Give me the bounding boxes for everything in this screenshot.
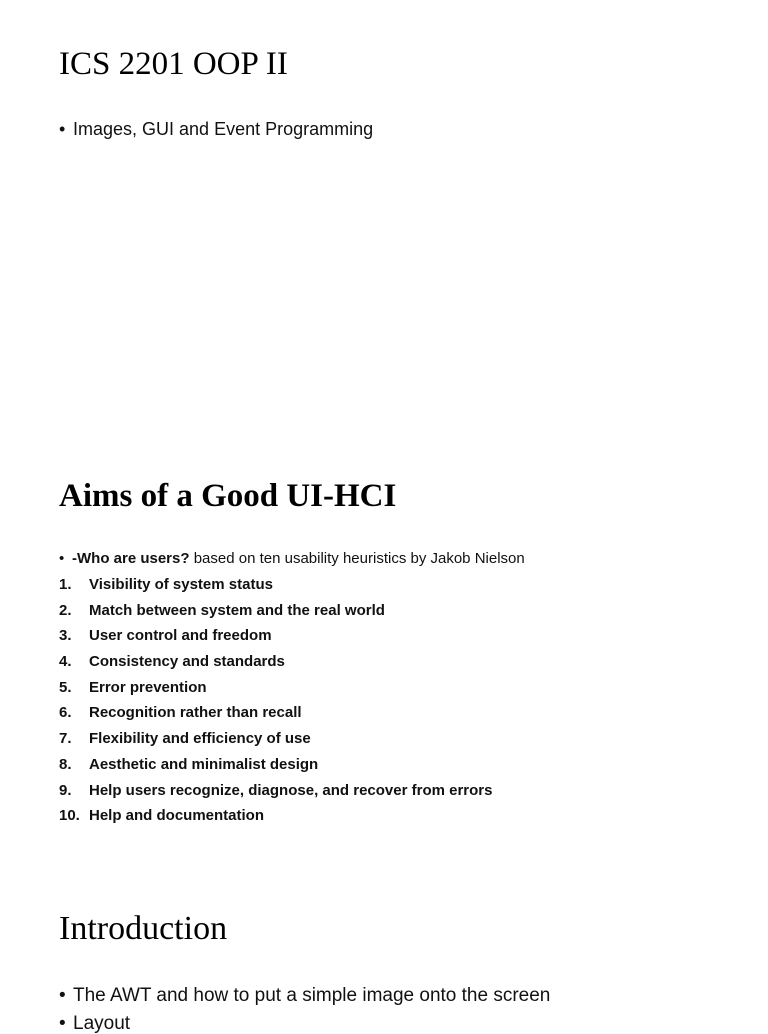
- list-number: 7.: [59, 730, 72, 748]
- bullet-text: based on ten usability heuristics by Jakob Nielson: [189, 550, 525, 567]
- list-number: 9.: [59, 781, 72, 799]
- list-text: Consistency and standards: [89, 653, 285, 671]
- list-text: Visibility of system status: [89, 576, 273, 593]
- list-text: Recognition rather than recall: [89, 704, 302, 722]
- heuristics-list: [59, 577, 492, 834]
- bullet-icon: •: [59, 550, 65, 567]
- list-item: [59, 577, 492, 603]
- list-number: 4.: [59, 653, 72, 671]
- bullet-icon: •: [59, 1013, 66, 1034]
- bullet-text: The AWT and how to put a simple image onto the screen: [73, 985, 551, 1006]
- list-text: Help and documentation: [89, 807, 265, 825]
- list-number: 5.: [59, 678, 72, 696]
- list-item: [59, 731, 492, 757]
- list-text: Flexibility and efficiency of use: [89, 730, 311, 748]
- bullet-item: [59, 120, 373, 138]
- list-item: [59, 808, 492, 834]
- list-number: 8.: [59, 755, 72, 773]
- list-item: [59, 757, 492, 783]
- bullet-text: Layout: [73, 1013, 131, 1034]
- list-item: [59, 680, 492, 706]
- list-text: Help users recognize, diagnose, and recover from errors: [89, 781, 493, 799]
- list-item: [59, 603, 492, 629]
- bullet-item: [59, 551, 525, 566]
- list-number: 1.: [59, 576, 72, 593]
- bullet-bold-text: -Who are users?: [72, 550, 190, 567]
- slide-title: ICS 2201 OOP II: [59, 46, 288, 82]
- list-item: [59, 783, 492, 809]
- list-item: [59, 628, 492, 654]
- list-item: [59, 705, 492, 731]
- list-text: Match between system and the real world: [89, 601, 385, 619]
- list-text: Aesthetic and minimalist design: [89, 755, 319, 773]
- list-text: User control and freedom: [89, 627, 272, 645]
- list-number: 10.: [59, 807, 80, 825]
- list-text: Error prevention: [89, 678, 207, 696]
- slide-title: Introduction: [59, 910, 228, 947]
- bullet-text: Images, GUI and Event Programming: [73, 119, 374, 139]
- list-number: 2.: [59, 601, 72, 619]
- list-number: 6.: [59, 704, 72, 722]
- list-number: 3.: [59, 627, 72, 645]
- bullet-icon: •: [59, 985, 66, 1006]
- list-item: [59, 654, 492, 680]
- bullet-item: [59, 986, 550, 1005]
- bullet-icon: •: [59, 119, 66, 139]
- slide-title: Aims of a Good UI-HCI: [59, 478, 397, 514]
